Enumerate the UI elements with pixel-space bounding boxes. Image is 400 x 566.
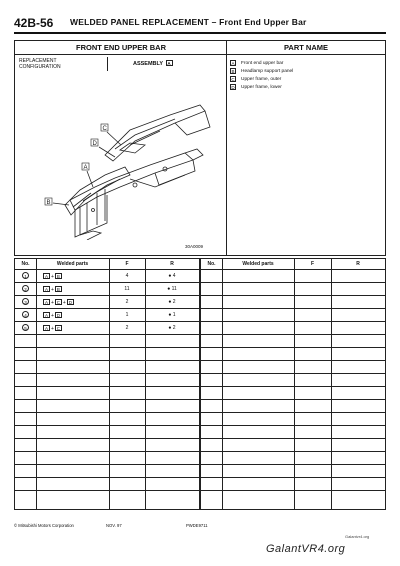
table-divider — [222, 259, 223, 509]
column-divider — [226, 41, 227, 255]
copyright: © Mitsubishi Motors Corporation — [14, 523, 74, 528]
part-name-list — [230, 59, 380, 91]
row-line — [15, 308, 385, 309]
welded-parts: A + B — [44, 287, 60, 293]
part-item: D Upper frame, lower — [231, 84, 282, 90]
row-line — [15, 412, 385, 413]
callout-a: A — [83, 165, 88, 171]
f-value: 4 — [125, 273, 129, 279]
table-divider — [36, 259, 37, 509]
configuration-box — [14, 40, 386, 256]
row-line — [15, 321, 385, 322]
f-value: 2 — [125, 299, 129, 305]
row-line — [15, 282, 385, 283]
row-line — [15, 360, 385, 361]
r-value: ● 2 — [168, 299, 176, 305]
page-number: 42B-56 — [14, 16, 54, 30]
page-header — [14, 16, 386, 34]
welded-parts: A + C — [44, 326, 61, 332]
header-no: No. — [21, 261, 30, 267]
row-number: 3 — [22, 298, 29, 306]
table-divider — [331, 259, 332, 509]
table-divider — [145, 259, 146, 509]
f-value: 2 — [125, 325, 129, 331]
r-value: ● 2 — [168, 325, 176, 331]
row-number: 2 — [22, 285, 29, 293]
assembly-letter: A — [167, 61, 171, 66]
row-line — [15, 490, 385, 491]
header-r: R — [356, 261, 360, 267]
header-no: No. — [207, 261, 216, 267]
row-number: 1 — [22, 272, 29, 280]
left-column-title: FRONT END UPPER BAR — [15, 41, 227, 55]
row-line — [15, 347, 385, 348]
header-rule — [14, 32, 386, 34]
front-end-upper-bar-drawing — [35, 75, 215, 240]
page-title: WELDED PANEL REPLACEMENT – Front End Upper Bar — [70, 17, 307, 27]
header-welded-parts: Welded parts — [56, 261, 89, 267]
part-item: A Front end upper bar — [231, 60, 284, 66]
part-item: B Headlamp support panel — [231, 68, 294, 74]
drawing-code: 30A0009 — [185, 244, 204, 249]
table-divider — [109, 259, 110, 509]
header-welded-parts: Welded parts — [242, 261, 274, 267]
footer-date: NOV. 97 — [106, 523, 122, 528]
row-number: 4 — [22, 311, 29, 319]
callout-d: D — [92, 141, 97, 147]
label-divider — [107, 57, 108, 71]
welded-parts: A + B — [44, 274, 60, 280]
header-f: F — [310, 261, 315, 267]
callout-b: B — [46, 200, 51, 206]
r-value: ● 4 — [168, 273, 176, 279]
row-line — [15, 438, 385, 439]
row-line — [15, 399, 385, 400]
header-r: R — [170, 261, 174, 267]
row-line — [15, 386, 385, 387]
table-divider — [294, 259, 295, 509]
page-footer — [14, 523, 386, 533]
row-line — [15, 425, 385, 426]
site-mark: Galantvr4.org — [345, 534, 370, 539]
table-divider — [199, 259, 201, 509]
assembly-label: ASSEMBLY A — [133, 61, 171, 67]
footer-code: PWDE9711 — [186, 523, 208, 528]
watermark: GalantVR4.org — [266, 543, 346, 555]
r-value: ● 1 — [168, 312, 176, 318]
part-item: C Upper frame, outer — [231, 76, 282, 82]
row-line — [15, 373, 385, 374]
header-f: F — [125, 261, 129, 267]
r-value: ● 11 — [167, 286, 177, 292]
f-value: 1 — [125, 312, 129, 318]
right-column-title: PART NAME — [227, 41, 385, 55]
row-line — [15, 464, 385, 465]
welded-parts: A + D — [44, 313, 61, 319]
row-line — [15, 295, 385, 296]
welded-parts-table — [14, 258, 386, 510]
row-line — [15, 334, 385, 335]
callout-c: C — [102, 126, 107, 132]
row-line — [15, 451, 385, 452]
replacement-configuration-label: REPLACEMENT CONFIGURATION — [19, 58, 61, 70]
welded-parts: A + C + D — [44, 300, 72, 306]
row-line — [15, 477, 385, 478]
f-value: 11 — [124, 286, 130, 292]
row-number: 5 — [22, 324, 29, 332]
row-line — [15, 269, 385, 270]
